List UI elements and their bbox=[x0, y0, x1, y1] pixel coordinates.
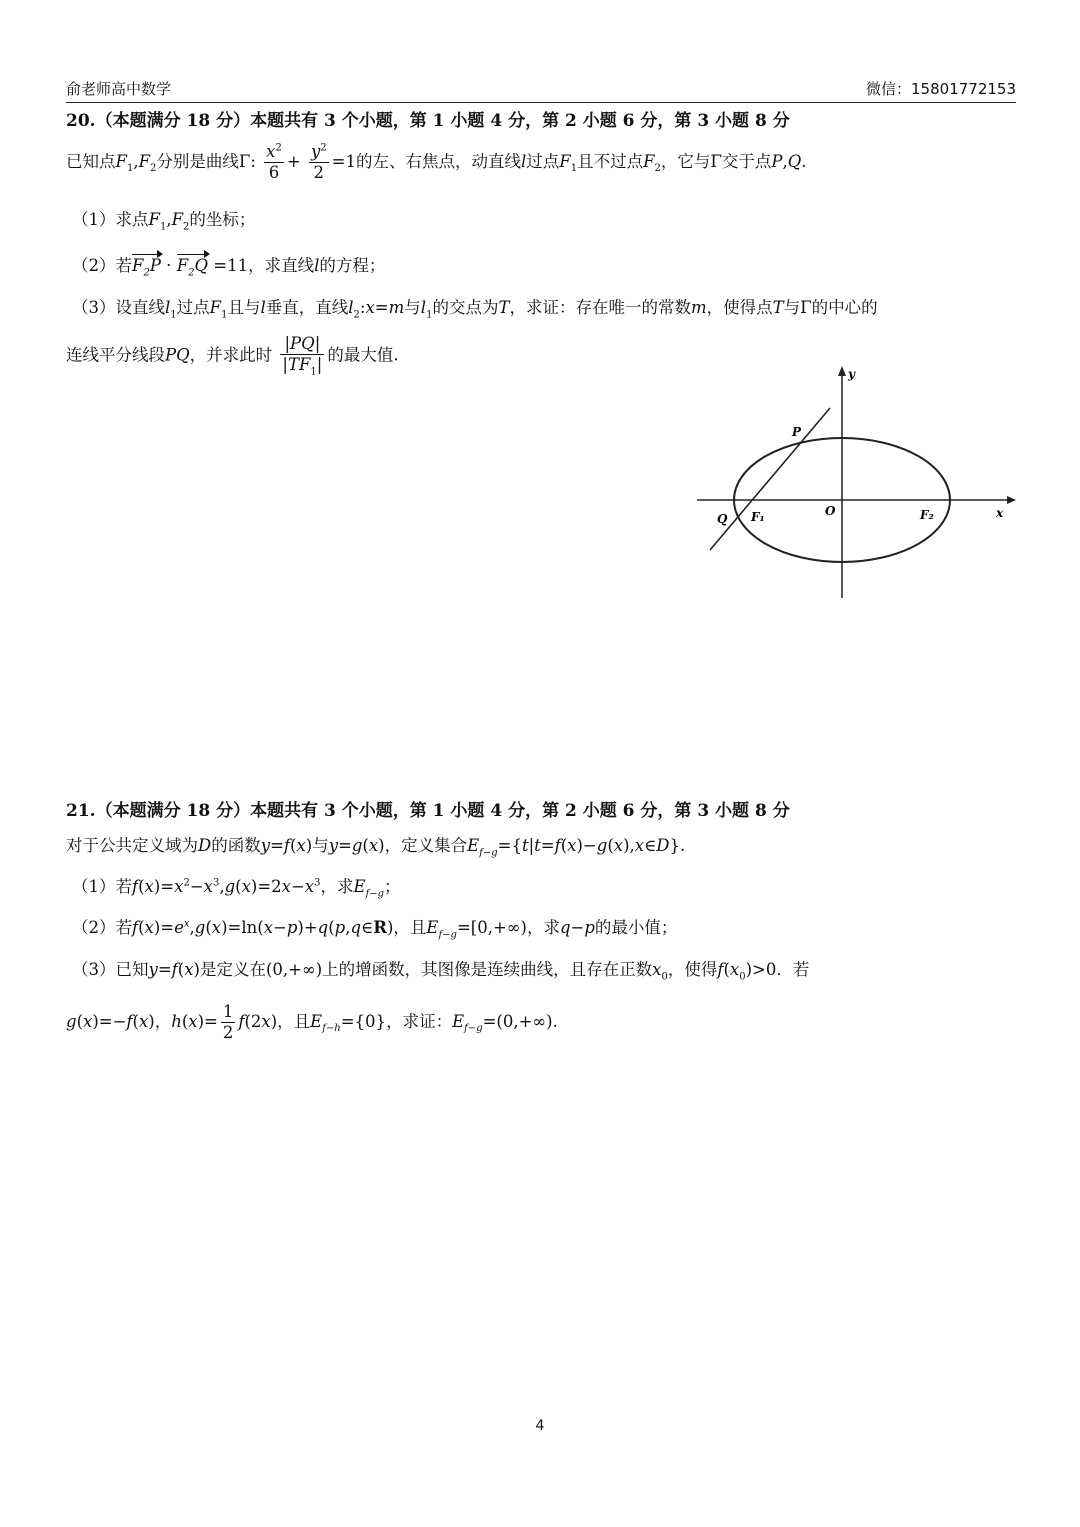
q21-part3-line2: g(x)=−f(x)，h(x)= $\frac{1}{2}$ f(2x)，且$E_{f-h}=\{0\}$，求证：$E_{f-g}=(0,+\infty)$. bbox=[66, 1002, 558, 1042]
label-P: P bbox=[792, 425, 802, 439]
q20-part2: （2）若$F_2P \cdot F_2Q =11$，求直线l的方程； bbox=[72, 256, 386, 279]
y-axis-arrow bbox=[838, 366, 846, 376]
q21-part2: （2）若$f(x)=e^x,g(x)=\ln(x-p)+q(p,q\in R)$，且$E_{f-g}=[0,+\infty)$，求q−p的最小值； bbox=[72, 918, 678, 941]
page-header bbox=[66, 78, 1016, 103]
label-y: y bbox=[848, 367, 855, 381]
label-x: x bbox=[996, 506, 1004, 520]
q21-stem: 对于公共定义域为D的函数y=f(x)与y=g(x)，定义集合$E_{f-g}=\{t|t=f(x)-g(x),x\in D\}$. bbox=[66, 836, 686, 859]
x-axis-arrow bbox=[1007, 496, 1016, 504]
q21-title: 21.（本题满分 18 分）本题共有 3 个小题，第 1 小题 4 分，第 2 小题 6 分，第 3 小题 8 分 bbox=[66, 801, 790, 821]
q21-part1: （1）若$f(x)=x^2-x^3,g(x)=2x-x^3$，求$E_{f-g}$； bbox=[72, 877, 401, 900]
q20-part3: （3）设直线$l_1$过点$F_1$且与l垂直，直线$l_2:x=m$与$l_1$的交点为T，求证：存在唯一的常数m，使得点T与Γ的中心的 bbox=[72, 298, 878, 321]
ellipse-figure bbox=[692, 360, 1022, 605]
q20-part1: （1）求点$F_1,F_2$的坐标； bbox=[72, 210, 256, 233]
page-number: 4 bbox=[535, 1418, 545, 1434]
label-Q: Q bbox=[717, 512, 728, 526]
label-O: O bbox=[825, 504, 836, 518]
label-F2: F₂ bbox=[920, 508, 934, 522]
label-F1: F₁ bbox=[751, 510, 765, 524]
q20-stem: 已知点$F_1,F_2$分别是曲线Γ: $\frac{x^2}{6}$ + $\frac{y^2}{2}$ =1的左、右焦点，动直线l过点$F_1$且不过点$F_2$，它与Γ交于点P,Q. bbox=[66, 142, 807, 182]
line-l bbox=[710, 408, 830, 550]
header-author: 俞老师高中数学 bbox=[66, 80, 172, 98]
header-wechat: 微信：15801772153 bbox=[866, 80, 1016, 98]
q20-part3-line2: 连线平分线段PQ，并求此时 $\frac{|PQ|}{|TF_1|}$ 的最大值. bbox=[66, 334, 399, 378]
q20-title: 20.（本题满分 18 分）本题共有 3 个小题，第 1 小题 4 分，第 2 小题 6 分，第 3 小题 8 分 bbox=[66, 111, 790, 131]
q21-part3: （3）已知y=f(x)是定义在(0,+∞)上的增函数，其图像是连续曲线，且存在正数$x_0$，使得$f(x_0)>0$．若 bbox=[72, 960, 810, 983]
